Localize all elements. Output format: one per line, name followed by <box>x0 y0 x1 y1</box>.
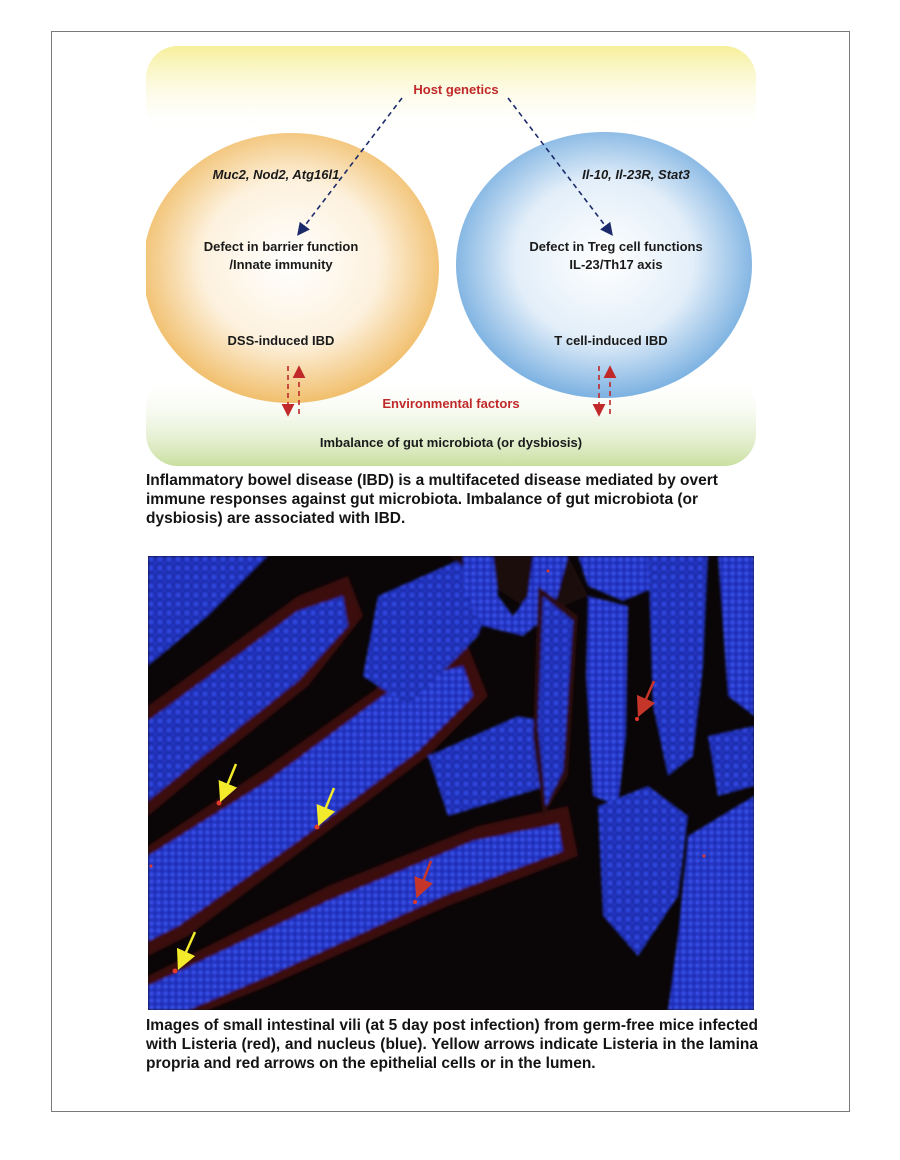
left-defect-line1: Defect in barrier function <box>203 239 359 254</box>
micrograph-caption: Images of small intestinal vili (at 5 day post infection) from germ-free mice infected with Listeria (red), and nucleus (blue). Yellow arrows indicate Listeria in the lamina propria and red arrows on the epithelial cells or in the lumen. <box>146 1017 758 1072</box>
right-defect-line1: Defect in Treg cell functions <box>529 239 703 254</box>
right-defect-line2: IL-23/Th17 axis <box>569 257 663 272</box>
micrograph <box>148 556 754 1010</box>
right-model-label: T cell-induced IBD <box>554 333 668 348</box>
environmental-factors-label: Environmental factors <box>382 396 520 411</box>
diagram-caption: Inflammatory bowel disease (IBD) is a multifaceted disease mediated by overt immune responses against gut microbiota. Imbalance of gut microbiota (or dysbiosis) are associated with IBD. <box>146 472 718 527</box>
microbiota-label: Imbalance of gut microbiota (or dysbiosis) <box>319 435 583 450</box>
host-genetics-label: Host genetics <box>413 82 499 97</box>
ibd-diagram <box>146 46 756 466</box>
right-genes-label: Il-10, Il-23R, Stat3 <box>582 167 690 182</box>
left-defect-line2: /Innate immunity <box>229 257 333 272</box>
micrograph-image <box>148 556 754 1010</box>
left-genes-label: Muc2, Nod2, Atg16l1 <box>212 167 340 182</box>
left-model-label: DSS-induced IBD <box>227 333 335 348</box>
